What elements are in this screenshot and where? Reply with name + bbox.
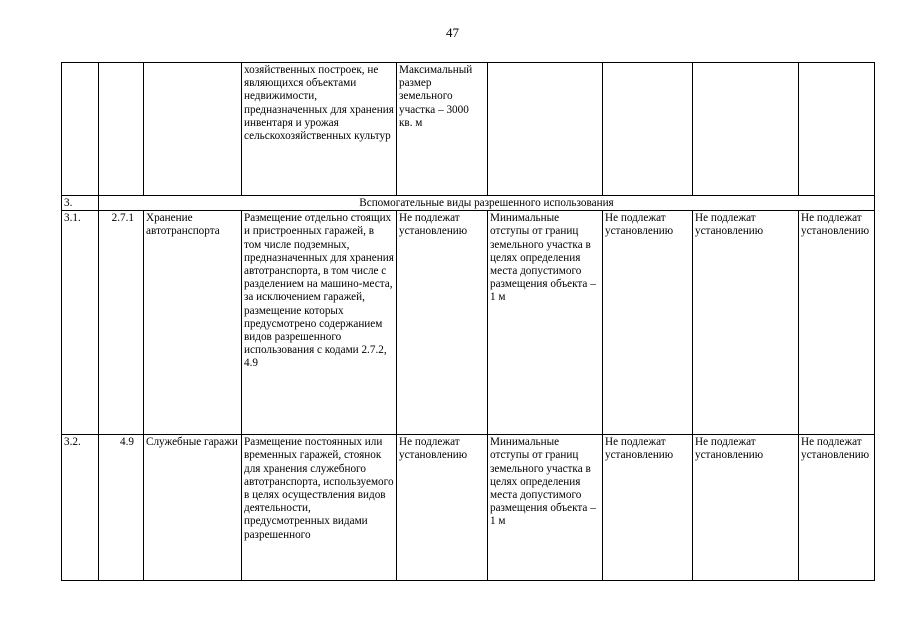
row-col7: Не подлежат установлению [603,211,693,435]
row-col8: Не подлежат установлению [693,435,799,581]
row-col5: Не подлежат установлению [397,435,488,581]
cell-name [144,63,242,196]
row-col6: Минимальные отступы от границ земельного участка в целях определения места допустимого размещения объекта – 1 м [488,435,603,581]
cell-col9 [799,63,875,196]
page-number: 47 [446,25,459,40]
cell-description: хозяйственных построек, не являющихся объектами недвижимости, предназначенных для хранения инвентаря и урожая сельскохозяйственных культур [242,63,397,196]
row-col9: Не подлежат установлению [799,211,875,435]
row-col8: Не подлежат установлению [693,211,799,435]
section-number: 3. [62,196,99,211]
row-number: 3.2. [62,435,99,581]
section-row [62,196,875,211]
row-name: Служебные гаражи [144,435,242,581]
cell-col8 [693,63,799,196]
cell-col5: Максимальный размер земельного участка – 3000 кв. м [397,63,488,196]
cell-code [99,63,144,196]
cell-num [62,63,99,196]
row-code: 4.9 [99,435,144,581]
cell-col7 [603,63,693,196]
continuation-row [62,63,875,196]
section-title: Вспомогательные виды разрешенного использования [99,196,875,211]
cell-col6 [488,63,603,196]
row-code: 2.7.1 [99,211,144,435]
row-description: Размещение отдельно стоящих и пристроенных гаражей, в том числе подземных, предназначенных для хранения автотранспорта, в том числе с разделением на машино-места, за исключением гаражей, размещение которых предусмотрено содержанием видов разрешенного использования с кодами 2.7.2, 4.9 [242,211,397,435]
zoning-table [61,62,875,581]
row-col9: Не подлежат установлению [799,435,875,581]
table-row [62,211,875,435]
row-name: Хранение автотранспорта [144,211,242,435]
row-number: 3.1. [62,211,99,435]
table-row [62,435,875,581]
row-col7: Не подлежат установлению [603,435,693,581]
row-col5: Не подлежат установлению [397,211,488,435]
row-col6: Минимальные отступы от границ земельного участка в целях определения места допустимого размещения объекта – 1 м [488,211,603,435]
row-description: Размещение постоянных или временных гаражей, стоянок для хранения служебного автотранспорта, используемого в целях осуществления видов деятельности, предусмотренных видами разрешенного [242,435,397,581]
